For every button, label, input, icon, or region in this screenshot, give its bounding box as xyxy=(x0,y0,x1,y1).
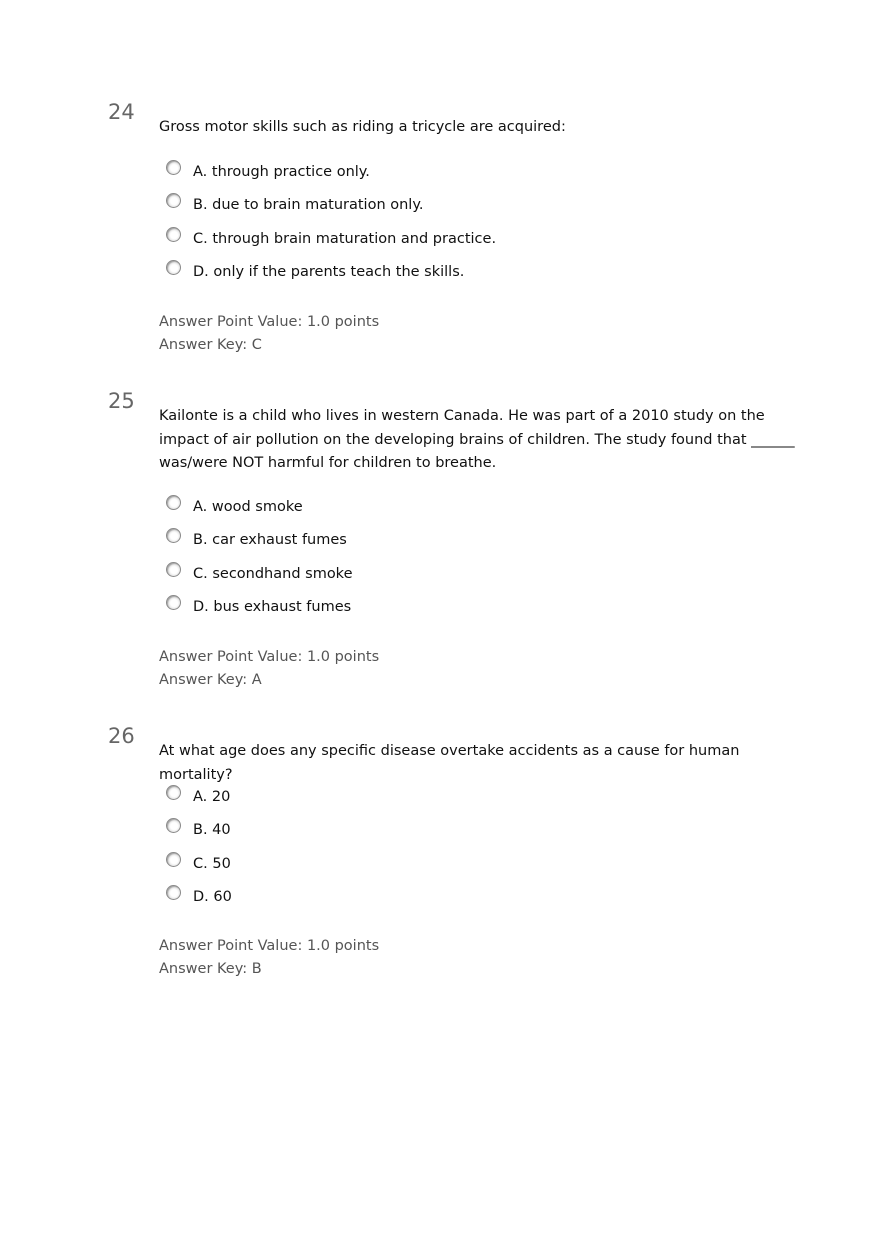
answer-meta xyxy=(159,646,379,692)
radio-button-icon[interactable] xyxy=(166,260,181,275)
option-label: A. 20 xyxy=(193,789,231,805)
option-label: C. 50 xyxy=(193,855,231,872)
radio-button-icon[interactable] xyxy=(166,595,181,610)
option-label: B. car exhaust fumes xyxy=(193,532,347,549)
question-number: 24 xyxy=(108,100,135,124)
radio-button-icon[interactable] xyxy=(166,528,181,543)
radio-button-icon[interactable] xyxy=(166,227,181,242)
answer-key: Answer Key: C xyxy=(159,337,262,353)
option-label: A. wood smoke xyxy=(193,499,303,515)
option-label: D. only if the parents teach the skills. xyxy=(193,263,465,280)
answer-key: Answer Key: A xyxy=(159,672,262,688)
radio-button-icon[interactable] xyxy=(166,885,181,900)
question-text: Gross motor skills such as riding a tricycle are acquired: xyxy=(159,119,566,135)
radio-button-icon[interactable] xyxy=(166,818,181,833)
answer-meta xyxy=(159,311,379,357)
answer-key: Answer Key: B xyxy=(159,961,262,977)
option-label: C. secondhand smoke xyxy=(193,565,353,582)
option-label: A. through practice only. xyxy=(193,164,370,180)
answer-point-value: Answer Point Value: 1.0 points xyxy=(159,314,380,330)
option-label: D. 60 xyxy=(193,888,232,905)
answer-meta xyxy=(159,935,379,981)
answer-point-value: Answer Point Value: 1.0 points xyxy=(159,649,380,665)
option-label: D. bus exhaust fumes xyxy=(193,598,352,615)
radio-button-icon[interactable] xyxy=(166,160,181,175)
radio-button-icon[interactable] xyxy=(166,562,181,577)
question-number: 26 xyxy=(108,724,135,748)
radio-button-icon[interactable] xyxy=(166,852,181,867)
option-label: C. through brain maturation and practice. xyxy=(193,230,497,247)
answer-point-value: Answer Point Value: 1.0 points xyxy=(159,938,380,954)
option-label: B. 40 xyxy=(193,822,231,839)
question-number: 25 xyxy=(108,389,135,413)
radio-button-icon[interactable] xyxy=(166,193,181,208)
radio-button-icon[interactable] xyxy=(166,495,181,510)
question-text: At what age does any specific disease overtake accidents as a cause for human mortality? xyxy=(159,743,740,783)
option-label: B. due to brain maturation only. xyxy=(193,197,424,214)
question-text: Kailonte is a child who lives in western Canada. He was part of a 2010 study on the impact of air pollution on the developing brains of children. The study found that ______ was/were NOT harmful for children to breathe. xyxy=(159,408,795,471)
radio-button-icon[interactable] xyxy=(166,785,181,800)
